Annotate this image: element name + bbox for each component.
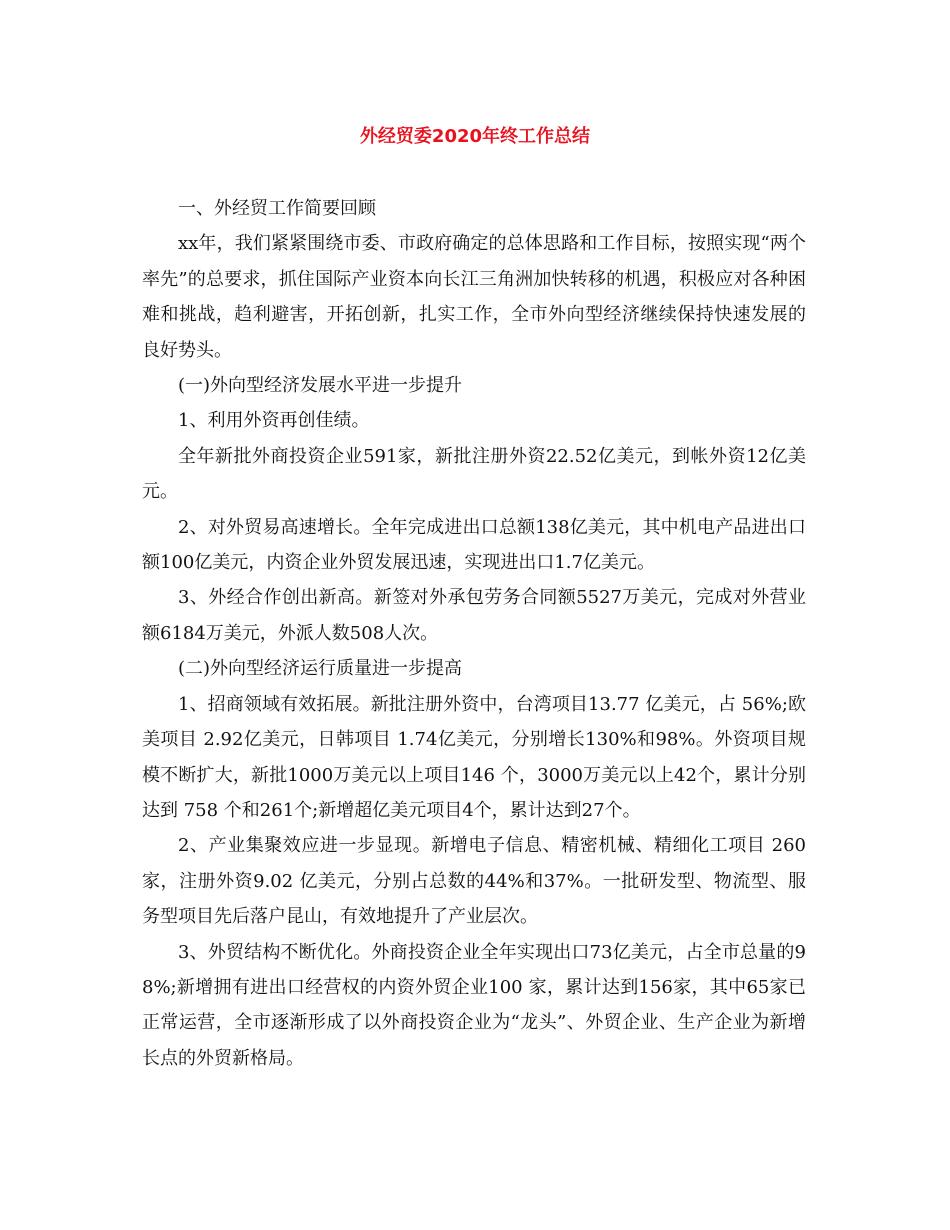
document-title: 外经贸委2020年终工作总结 [359, 126, 591, 147]
paragraph-item-trade-structure: 3、外贸结构不断优化。外商投资企业全年实现出口73亿美元，占全市总量的98%;新增拥有进出口经营权的内资外贸企业100 家，累计达到156家，其中65家已正常运营，全市逐渐形成了以外商投资企业为“龙头”、外贸企业、生产企业为新增长点的外贸新格局。 [142, 941, 806, 1069]
document-body [142, 191, 806, 1076]
paragraph-subsection-heading-2: (二)外向型经济运行质量进一步提高 [178, 658, 463, 680]
paragraph-overview: xx年，我们紧紧围绕市委、市政府确定的总体思路和工作目标，按照实现“两个率先”的总要求，抓住国际产业资本向长江三角洲加快转移的机遇，积极应对各种困难和挑战，趋利避害，开拓创新，扎实工作，全市外向型经济继续保持快速发展的良好势头。 [142, 233, 806, 361]
paragraph-item-economic-cooperation: 3、外经合作创出新高。新签对外承包劳务合同额5527万美元，完成对外营业额6184万美元，外派人数508人次。 [142, 587, 806, 644]
paragraph-item-foreign-investment: 1、利用外资再创佳绩。 [178, 410, 370, 432]
paragraph-item-industry-clustering: 2、产业集聚效应进一步显现。新增电子信息、精密机械、精细化工项目 260家，注册外资9.02 亿美元，分别占总数的44%和37%。一批研发型、物流型、服务型项目先后落户昆山，有效地提升了产业层次。 [142, 835, 806, 928]
paragraph-section-heading-1: 一、外经贸工作简要回顾 [178, 198, 376, 219]
paragraph-subsection-heading-1: (一)外向型经济发展水平进一步提升 [178, 375, 463, 397]
paragraph-item-foreign-trade: 2、对外贸易高速增长。全年完成进出口总额138亿美元，其中机电产品进出口额100亿美元，内资企业外贸发展迅速，实现进出口1.7亿美元。 [142, 516, 806, 574]
paragraph-investment-figures: 全年新批外商投资企业591家，新批注册外资22.52亿美元，到帐外资12亿美元。 [142, 445, 806, 503]
paragraph-item-investment-fields: 1、招商领域有效拓展。新批注册外资中，台湾项目13.77 亿美元，占 56%;欧美项目 2.92亿美元，日韩项目 1.74亿美元，分别增长130%和98%。外资项目规模不断扩大，新批1000万美元以上项目146 个，3000万美元以上42个，累计分别达到 758 个和261个;新增超亿美元项目4个，累计达到27个。 [142, 693, 806, 821]
